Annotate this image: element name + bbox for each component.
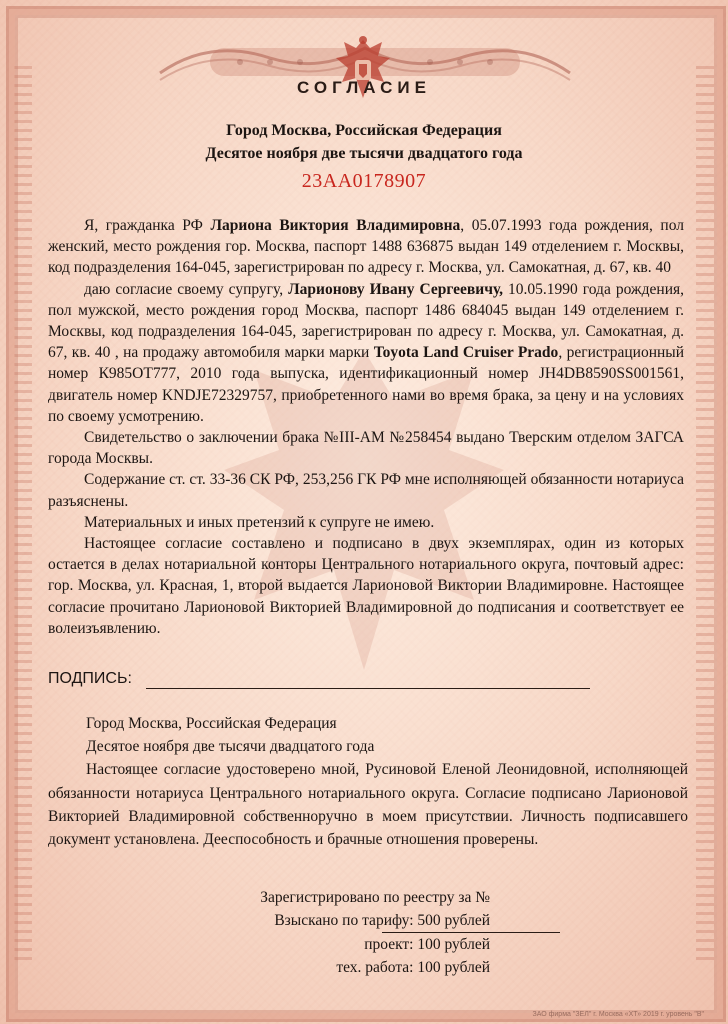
tech-fee-row: тех. работа: 100 рублей [336,959,490,977]
car-model: Toyota Land Cruiser Prado [373,344,559,362]
consent-paragraph-6: Настоящее согласие составлено и подписано в двух экземплярах, один из которых остается в делах нотариальной конторы Центрального нотариального округа, почтовый адрес: гор. Москва, ул. Красная, 1, второй выдается Ларионовой Виктории Владимировне. Настоящее согласие прочитано Ларионовой Викторией Владимировной до подписания и соответствует ее волеизъявлению. [48,535,684,637]
blank-serial-number: 23АА0178907 [301,170,427,192]
certification-city: Город Москва, Российская Федерация [86,715,337,732]
header-date: Десятое ноября две тысячи двадцатого года [205,145,523,162]
certification-block [48,712,688,851]
certification-date: Десятое ноября две тысячи двадцатого года [86,738,375,756]
security-band-right [696,60,714,960]
consent-paragraph-3: Свидетельство о заключении брака №III-АМ №258454 выдано Тверским отделом ЗАГСА города Москвы. [48,429,684,468]
signature-field [48,670,608,692]
consent-paragraph-1: Я, гражданка РФ Лариона Виктория Владимировна, 05.07.1993 года рождения, пол женский, место рождения гор. Москва, паспорт 1488 636875 выдан 149 отделением г. Москвы, код подразделения 164-045, зарегистрирован по адресу г. Москва, ул. Самокатная, д. 67, кв. 40 [48,217,684,277]
signature-line [146,688,590,689]
tariff-row: Взыскано по тарифу: 500 рублей [274,912,490,930]
document-title: СОГЛАСИЕ [297,78,431,97]
printer-imprint: ЗАО фирма "ЗЕЛ" г. Москва «ХТ» 2019 г. уровень "В" [532,1011,704,1018]
certification-text: Настоящее согласие удостоверено мной, Русиновой Еленой Леонидовной, исполняющей обязанности нотариуса Центрального нотариального округа. Согласие подписано Ларионовой Викторией Владимировной собственноручно в моем присутствии. Личность подписавшего документ установлена. Дееспособность и брачные отношения проверены. [48,761,688,849]
grantor-name: Лариона Виктория Владимировна [210,217,461,234]
consent-paragraph-4: Содержание ст. ст. 33-36 СК РФ, 253,256 ГК РФ мне исполняющей обязанности нотариуса разъяснены. [48,471,684,510]
header-city: Город Москва, Российская Федерация [226,122,502,139]
consent-body [48,215,684,639]
project-fee-row: проект: 100 рублей [364,935,490,953]
security-band-left [14,60,32,960]
spouse-name: Ларионову Ивану Сергеевичу, [288,280,504,298]
registry-row: Зарегистрировано по реестру за № [120,886,560,909]
consent-paragraph-5: Материальных и иных претензий к супруге не имею. [84,513,435,531]
signature-label: ПОДПИСЬ: [48,670,132,687]
fees-block [120,886,560,980]
consent-paragraph-2: даю согласие своему супругу, Ларионову Ивану Сергеевичу, 10.05.1990 года рождения, пол мужской, место рождения город Москва, паспорт 1486 684045 выдан 149 отделением г. Москвы, код подразделения 164-045, зарегистрирован по адресу г. Москва, ул. Самокатная, д. 67, кв. 40 , на продажу автомобиля марки марки Toyota Land Cruiser Prado, регистрационный номер К985ОТ777, 2010 года выпуска, идентификационный номер JH4DB8590SS001561, двигатель номер KNDJE72329757, приобретенного нами во время брака, за цену и на условиях по своему усмотрению. [48,280,685,425]
